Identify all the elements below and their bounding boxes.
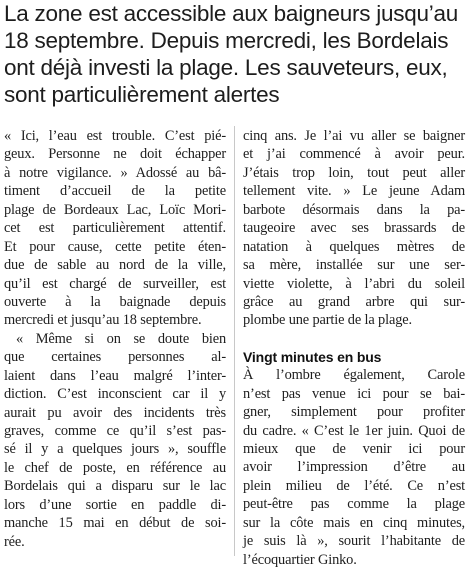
body-line: l’écoquartier Ginko. xyxy=(243,551,357,568)
body-line: timent d’accueil de la petite xyxy=(4,183,226,200)
body-line: grâce au grand arbre qui sur- xyxy=(243,293,465,310)
headline-line: 18 septembre. Depuis mercredi, les Bordelais xyxy=(4,28,449,53)
body-line: J’étais trop loin, tout peut aller xyxy=(243,164,465,181)
body-line: qu’il est chargé de surveiller, est xyxy=(4,275,226,292)
body-line: manche 15 mai en début de soi- xyxy=(4,515,226,532)
body-line: et j’ai commencé à avoir peur. xyxy=(243,146,465,163)
body-line: rée. xyxy=(4,533,25,550)
body-line: que certaines personnes al- xyxy=(4,349,226,366)
headline-line: La zone est accessible aux baigneurs jusqu’au xyxy=(4,1,459,26)
body-line: laient dans l’eau malgré l’inter- xyxy=(4,367,226,384)
column-divider xyxy=(234,126,235,556)
body-line: due de sable au nord de la ville, xyxy=(4,257,226,274)
body-line: À l’ombre également, Carole xyxy=(243,367,465,384)
body-line: « Même si on se doute bien xyxy=(16,330,226,347)
body-line: peut-être pas comme la plage xyxy=(243,496,465,513)
body-line: n’est pas venue ici pour se bai- xyxy=(243,385,465,402)
body-line: mercredi et jusqu’au 18 septembre. xyxy=(4,312,202,329)
body-line: je suis là », sourit l’habitante de xyxy=(243,533,465,550)
body-line: cinq ans. Je l’ai vu aller se baigner xyxy=(243,128,465,144)
body-line: taugeoire avec ses brassards de xyxy=(243,220,465,237)
body-line: avoir l’impression d’être au xyxy=(243,459,465,476)
article-headline xyxy=(4,0,466,108)
body-line: plage de Bordeaux Lac, Loïc Mori- xyxy=(4,201,226,218)
body-line: le chef de poste, en référence au xyxy=(4,459,226,476)
body-line: ouverte à la baignade depuis xyxy=(4,293,226,310)
headline-line: ont déjà investi la plage. Les sauveteurs, eux, xyxy=(4,55,448,80)
body-line: cet est particulièrement attentif. xyxy=(4,220,226,237)
body-line: sé il y a quelques jours », souffle xyxy=(4,441,226,458)
section-subheading: Vingt minutes en bus xyxy=(243,348,382,365)
body-line: plombe une partie de la plage. xyxy=(243,312,412,329)
body-line: viette violette, à l’abri du soleil xyxy=(243,275,465,292)
body-line: barbote désormais dans la pa- xyxy=(243,201,465,218)
body-line: geux. Personne ne doit échapper xyxy=(4,146,226,163)
body-line: lors d’une sortie en paddle di- xyxy=(4,496,226,513)
body-line: tellement vite. » Le jeune Adam xyxy=(243,183,465,200)
left-text-column xyxy=(4,127,226,551)
body-line: « Ici, l’eau est trouble. C’est pié- xyxy=(4,128,226,144)
body-line: mieux que de venir ici pour xyxy=(243,441,465,457)
right-text-column xyxy=(243,127,465,569)
body-line: graves, comme ce qu’il s’est pas- xyxy=(4,423,226,439)
body-line: sur la côte mais en cinq minutes, xyxy=(243,514,465,531)
body-line: plein milieu de l’été. Ce n’est xyxy=(243,477,465,494)
headline-line: sont particulièrement alertes xyxy=(4,82,280,107)
body-line: natation à quelques mètres de xyxy=(243,238,465,255)
body-line: Bordelais qui a disparu sur le lac xyxy=(4,478,226,495)
body-line: gner, simplement pour profiter xyxy=(243,404,465,421)
body-line: diction. C’est inconscient car il y xyxy=(4,386,226,403)
body-line: aurait pu avoir des incidents très xyxy=(4,404,226,421)
body-line: sa mère, installée sur une ser- xyxy=(243,257,465,274)
body-line: à notre vigilance. » Adossé au bâ- xyxy=(4,164,226,181)
body-line: du cadre. « C’est le 1er juin. Quoi de xyxy=(243,422,465,439)
body-line: Et pour cause, cette petite éten- xyxy=(4,238,226,255)
